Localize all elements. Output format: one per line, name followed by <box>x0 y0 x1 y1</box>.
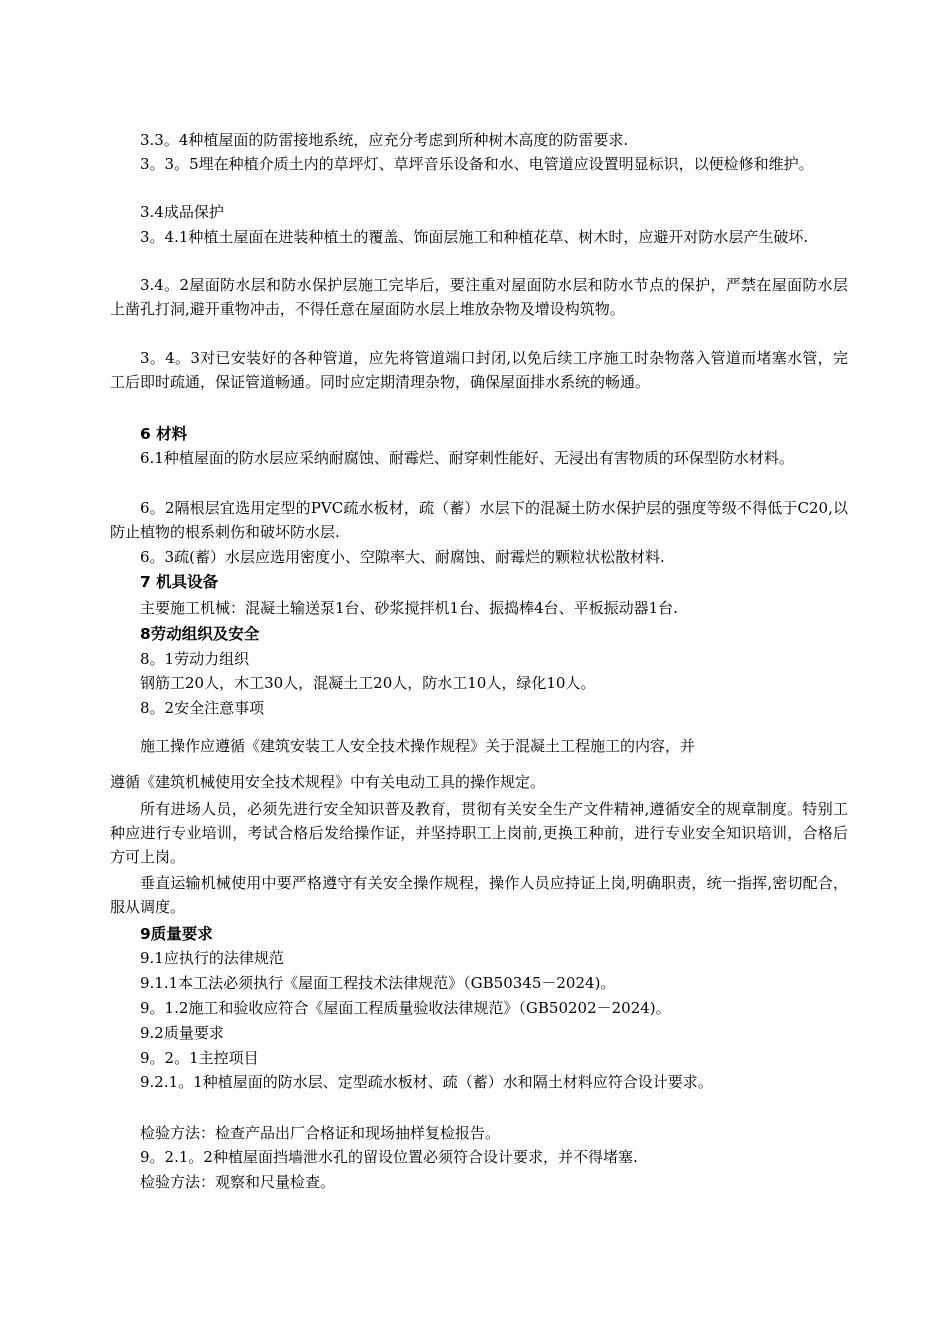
section-8-2-title: 8。2安全注意事项 <box>140 699 265 717</box>
paragraph-9-2-1-1: 9.2.1。1种植屋面的防水层、定型疏水板材、疏（蓄）水和隔土材料应符合设计要求。 <box>140 1073 713 1091</box>
paragraph-6-3: 6。3疏(蓄）水层应选用密度小、空隙率大、耐腐蚀、耐霉烂的颗粒状松散材料. <box>140 548 665 566</box>
paragraph-3-4-1: 3。4.1种植土屋面在进装种植土的覆盖、饰面层施工和种植花草、树木时，应避开对防水层产生破坏. <box>140 228 809 246</box>
paragraph-6-2: 6。2隔根层宜选用定型的PVC疏水板材，疏（蓄）水层下的混凝土防水保护层的强度等级不得低于C20,以防止植物的根系刺伤和破坏防水层. <box>110 499 848 541</box>
paragraph-9-1-1: 9.1.1本工法必须执行《屋面工程技术法律规范》（GB50345－2024)。 <box>140 974 616 992</box>
paragraph-8-1-labor: 钢筋工20人，木工30人，混凝土工20人，防水工10人，绿化10人。 <box>140 674 596 692</box>
section-9-1-title: 9.1应执行的法律规范 <box>140 949 284 967</box>
paragraph-9-2-1-2: 9。2.1。2种植屋面挡墙泄水孔的留设位置必须符合设计要求，并不得堵塞. <box>140 1148 638 1166</box>
heading-8-labor-safety: 8劳动组织及安全 <box>140 625 260 643</box>
paragraph-6-1: 6.1种植屋面的防水层应采纳耐腐蚀、耐霉烂、耐穿刺性能好、无浸出有害物质的环保型防水材料。 <box>140 449 794 467</box>
heading-6-materials: 6 材料 <box>140 425 188 443</box>
paragraph-8-2-vertical-transport: 垂直运输机械使用中要严格遵守有关安全操作规程，操作人员应持证上岗,明确职责，统一指挥,密切配合，服从调度。 <box>110 874 848 916</box>
heading-7-equipment: 7 机具设备 <box>140 573 219 591</box>
section-8-1-title: 8。1劳动力组织 <box>140 650 250 668</box>
paragraph-3-3-5: 3。3。5埋在种植介质土内的草坪灯、草坪音乐设备和水、电管道应设置明显标识，以便检修和维护。 <box>140 155 814 173</box>
paragraph-8-2-line1: 施工操作应遵循《建筑安装工人安全技术操作规程》关于混凝土工程施工的内容，并 <box>140 737 696 755</box>
paragraph-9-2-1-2-method: 检验方法：观察和尺量检查。 <box>140 1173 336 1191</box>
paragraph-9-2-1-1-method: 检验方法：检查产品出厂合格证和现场抽样复检报告。 <box>140 1124 501 1142</box>
section-9-2-title: 9.2质量要求 <box>140 1024 224 1042</box>
paragraph-8-2-personnel: 所有进场人员，必须先进行安全知识普及教育，贯彻有关安全生产文件精神,遵循安全的规章制度。特别工种应进行专业培训，考试合格后发给操作证，并坚持职工上岗前,更换工种前，进行专业安全知识培训，合格后方可上岗。 <box>110 800 848 866</box>
section-9-2-1-title: 9。2。1主控项目 <box>140 1049 259 1067</box>
section-3-4-title: 3.4成品保护 <box>140 203 224 221</box>
paragraph-3-4-2: 3.4。2屋面防水层和防水保护层施工完毕后，要注重对屋面防水层和防水节点的保护，严禁在屋面防水层上凿孔打洞,避开重物冲击，不得任意在屋面防水层上堆放杂物及增设构筑物。 <box>110 276 848 318</box>
paragraph-9-1-2: 9。1.2施工和验收应符合《屋面工程质量验收法律规范》（GB50202－2024)。 <box>140 999 671 1017</box>
paragraph-8-2-line2: 遵循《建筑机械使用安全技术规程》中有关电动工具的操作规定。 <box>110 773 546 791</box>
paragraph-7-machinery: 主要施工机械：混凝土输送泵1台、砂浆搅拌机1台、振捣棒4台、平板振动器1台. <box>140 599 678 617</box>
heading-9-quality: 9质量要求 <box>140 925 213 943</box>
paragraph-3-3-4: 3.3。4种植屋面的防雷接地系统，应充分考虑到所种树木高度的防雷要求. <box>140 131 629 149</box>
paragraph-3-4-3: 3。4。3对已安装好的各种管道，应先将管道端口封闭,以免后续工序施工时杂物落入管道而堵塞水管，完工后即时疏通，保证管道畅通。同时应定期清理杂物，确保屋面排水系统的畅通。 <box>110 349 848 391</box>
